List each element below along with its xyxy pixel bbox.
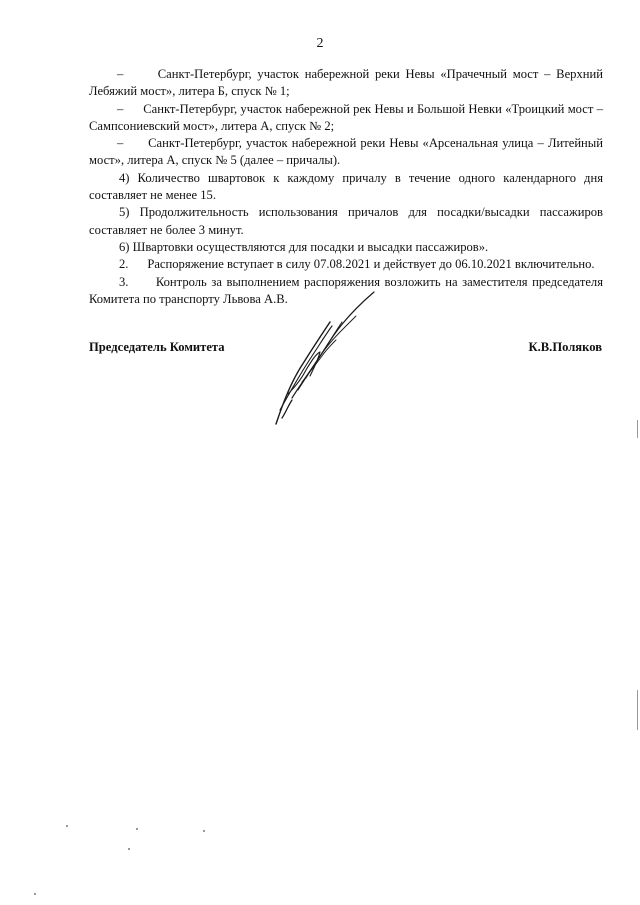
handwritten-signature [262,282,392,432]
clause-4-mooring-count: 4) Количество швартовок к каждому причалу в течение одного календарного дня составляет не менее 15. [89,170,603,203]
scan-edge-mark [637,420,638,438]
signer-name: К.В.Поляков [528,340,602,354]
list-item-embankment-prachechny: – Санкт-Петербург, участок набережной реки Невы «Прачечный мост – Верхний Лебяжий мост», литера Б, спуск № 1; [89,67,603,99]
clause-2-effective-dates: 2. Распоряжение вступает в силу 07.08.2021 и действует до 06.10.2021 включительно. [119,257,595,272]
list-item-embankment-troitsky: – Санкт-Петербург, участок набережной рек Невы и Большой Невки «Троицкий мост – Сампсониевский мост», литера А, спуск № 2; [89,101,603,133]
page-number: 2 [316,36,324,51]
clause-3-control: 3. Контроль за выполнением распоряжения возложить на заместителя председателя Комитета по транспорту Львова А.В. [89,274,603,306]
scan-speck [34,893,36,895]
scan-speck [136,828,138,830]
signer-position-title: Председатель Комитета [89,340,225,354]
document-body [89,66,603,308]
scan-edge-mark [637,690,638,730]
scan-speck [66,825,68,827]
list-item-embankment-arsenalnaya: – Санкт-Петербург, участок набережной реки Невы «Арсенальная улица – Литейный мост», литера А, спуск № 5 (далее – причалы). [89,136,603,168]
clause-5-mooring-duration: 5) Продолжительность использования причалов для посадки/высадки пассажиров составляет не более 3 минут. [89,205,603,237]
clause-6-mooring-purpose: 6) Швартовки осуществляются для посадки и высадки пассажиров». [119,239,489,254]
scan-speck [203,830,205,832]
scan-speck [128,848,130,850]
